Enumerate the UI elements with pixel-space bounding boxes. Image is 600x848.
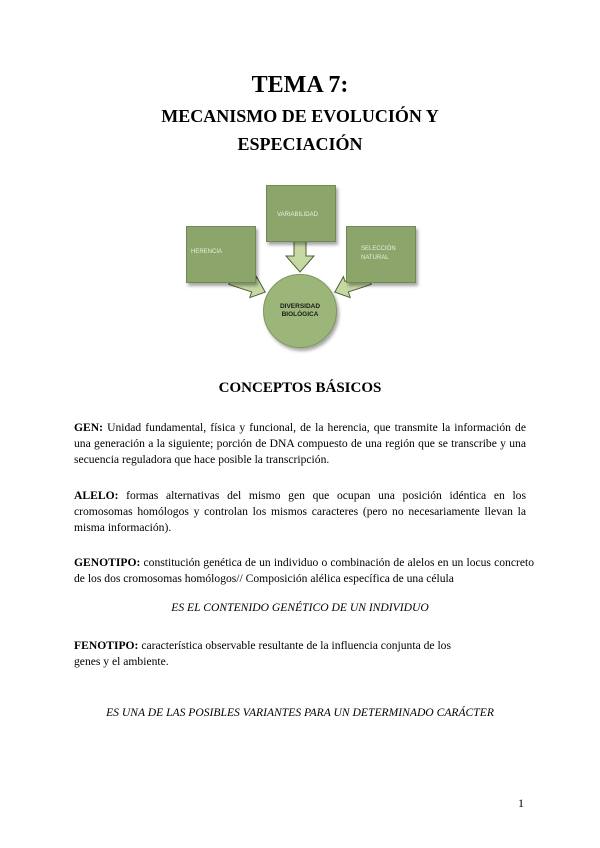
page-number: 1 xyxy=(518,796,524,810)
page-subtitle-line-2: ESPECIACIÓN xyxy=(237,134,363,154)
definition-term: GENOTIPO: xyxy=(74,556,141,569)
definition-term: ALELO: xyxy=(74,489,119,502)
definition-term: FENOTIPO: xyxy=(74,639,139,652)
natural-selection-label: SELECCIÓN NATURAL xyxy=(361,246,396,261)
page-subtitle-line-1: MECANISMO DE EVOLUCIÓN Y xyxy=(161,106,439,126)
heredity-label: HERENCIA xyxy=(191,249,223,255)
definition-text: formas alternativas del mismo gen que ocupan una posición idéntica en los cromosomas homólogos y controlan los mismos caracteres (pero no necesariamente llevan la misma información). xyxy=(74,489,526,534)
evolution-diagram xyxy=(170,180,430,355)
genotipo-note: ES EL CONTENIDO GENÉTICO DE UN INDIVIDUO xyxy=(171,601,429,614)
definition-text: constitución genética de un individuo o combinación de alelos en un locus concreto de los dos cromosomas homólogos// Composición alélica específica de una célula xyxy=(74,556,534,585)
arrow-down xyxy=(286,241,314,272)
biodiversity-circle xyxy=(263,274,337,348)
section-heading: CONCEPTOS BÁSICOS xyxy=(218,380,382,396)
heredity-box xyxy=(186,226,256,283)
variability-box xyxy=(266,185,336,242)
definition-text: Unidad fundamental, física y funcional, de la herencia, que transmite la información de una generación a la siguiente; porción de DNA compuesto de una región que se transcribe y una secuencia reguladora que hace posible la transcripción. xyxy=(74,421,526,466)
definition-gen xyxy=(74,420,526,468)
biodiversity-label: DIVERSIDAD BIOLÓGICA xyxy=(279,303,321,318)
variability-label: VARIABILIDAD xyxy=(277,212,318,218)
fenotipo-note: ES UNA DE LAS POSIBLES VARIANTES PARA UN DETERMINADO CARÁCTER xyxy=(106,706,494,719)
definition-text: característica observable resultante de la influencia conjunta de los genes y el ambiente. xyxy=(74,639,451,668)
definition-genotipo xyxy=(74,555,534,587)
definition-term: GEN: xyxy=(74,421,103,434)
page-title: TEMA 7: xyxy=(251,72,349,98)
definition-fenotipo xyxy=(74,638,474,670)
natural-selection-box xyxy=(346,226,416,283)
definition-alelo xyxy=(74,488,526,536)
